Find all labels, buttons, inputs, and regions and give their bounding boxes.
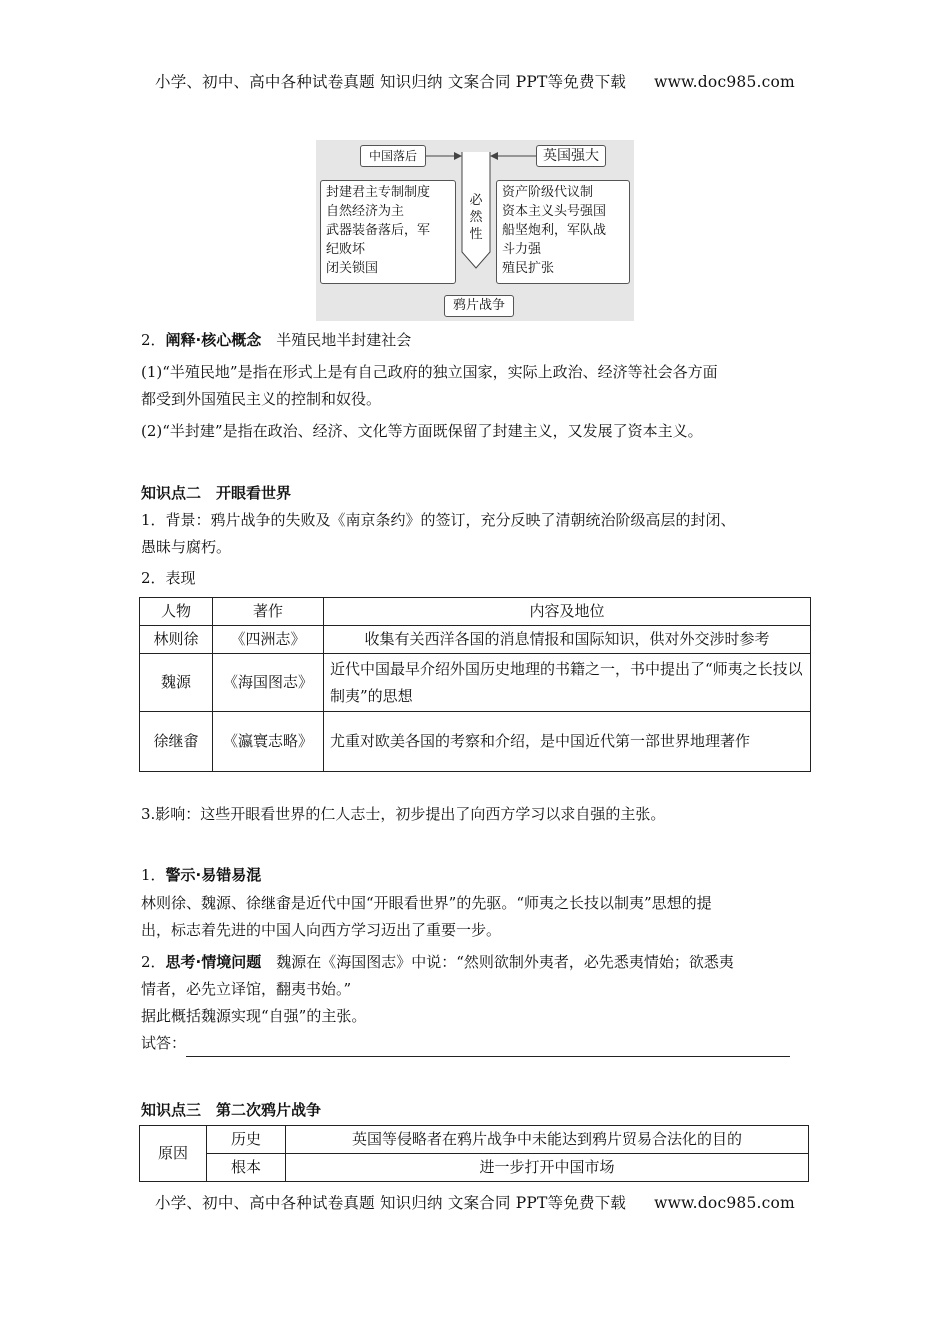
work-cell: 《四洲志》 [213,626,324,654]
center-char: 然 [469,210,483,225]
thinking-line: 据此概括魏源实现“自强”的主张。 [141,1007,367,1025]
header-text: 小学、初中、高中各种试卷真题 知识归纳 文案合同 PPT等免费下载 [155,73,627,91]
concept-paragraph-2: (2)“半封建”是指在政治、经济、文化等方面既保留了封建主义，又发展了资本主义。 [141,422,703,440]
diagram-bottom-result: 鸦片战争 [444,295,514,317]
right-item: 船坚炮利，军队战 [502,223,607,238]
center-char: 必 [469,193,483,208]
work-cell: 《海国图志》 [213,654,324,712]
performance-label: 2．表现 [141,569,196,587]
background-line: 1．背景：鸦片战争的失败及《南京条约》的签订，充分反映了清朝统治阶级高层的封闭、 [141,511,736,529]
causes-table [139,1125,809,1182]
content-cell: 近代中国最早介绍外国历史地理的书籍之一，书中提出了“师夷之长技以制夷”的思想 [324,654,811,712]
diagram-left-title: 中国落后 [360,145,426,167]
table-header: 人物 [140,598,213,626]
table-row [140,1154,809,1182]
diagram-left-box [320,180,456,284]
work-cell: 《瀛寰志略》 [213,712,324,772]
left-item: 封建君主专制制度 [326,185,431,200]
left-arrow-head [454,152,462,160]
impact-paragraph: 3.影响：这些开眼看世界的仁人志士，初步提出了向西方学习以求自强的主张。 [141,805,666,823]
group-cell: 原因 [140,1126,207,1182]
pioneers-table [139,597,811,772]
diagram-right-title: 英国强大 [536,145,606,167]
label-cell: 历史 [207,1126,286,1154]
thinking-paragraph [141,949,813,1057]
warning-heading [141,862,813,889]
thinking-line: 情者，必先立译馆，翻夷书始。” [141,980,352,998]
heading-bold: 思考·情境问题 [165,953,262,971]
thinking-text: 魏源在《海国图志》中说：“然则欲制外夷者，必先悉夷情始；欲悉夷 [276,953,734,971]
content-cell: 尤重对欧美各国的考察和介绍，是中国近代第一部世界地理著作 [324,712,811,772]
right-item: 殖民扩张 [502,261,555,276]
right-item: 资本主义头号强国 [502,204,607,219]
background-line: 愚昧与腐朽。 [141,538,232,556]
person-cell: 魏源 [140,654,213,712]
warning-line: 出，标志着先进的中国人向西方学习迈出了重要一步。 [141,921,502,939]
section-title-2: 知识点二 开眼看世界 [141,484,292,502]
section-title-3: 知识点三 第二次鸦片战争 [141,1101,322,1119]
answer-row [141,1030,813,1057]
content-cell: 收集有关西洋各国的消息情报和国际知识，供对外交涉时参考 [324,626,811,654]
left-item: 自然经济为主 [326,204,405,219]
left-item: 闭关锁国 [326,261,379,276]
center-char: 性 [469,227,483,242]
person-cell: 林则徐 [140,626,213,654]
warning-line: 林则徐、魏源、徐继畬是近代中国“开眼看世界”的先驱。“师夷之长技以制夷”思想的提 [141,894,712,912]
right-arrow-head [490,152,498,160]
concept-line: (1)“半殖民地”是指在形式上是有自己政府的独立国家，实际上政治、经济等社会各方面 [141,363,718,381]
table-header: 著作 [213,598,324,626]
content-cell: 进一步打开中国市场 [286,1154,809,1182]
answer-label: 试答： [141,1034,187,1052]
table-row [140,654,811,712]
heading-text: 半殖民地半封建社会 [276,331,412,349]
background-paragraph [141,507,813,561]
concept-paragraph-1 [141,359,813,413]
answer-input-line[interactable] [186,1040,790,1057]
table-row [140,712,811,772]
left-item: 武器装备落后，军 [326,223,431,238]
right-item: 斗力强 [502,242,542,257]
footer-text: 小学、初中、高中各种试卷真题 知识归纳 文案合同 PPT等免费下载 [155,1194,627,1212]
header-url[interactable]: www.doc985.com [654,73,795,91]
concept-line: 都受到外国殖民主义的控制和奴役。 [141,390,382,408]
left-item: 纪败坏 [326,242,366,257]
page-header [0,70,950,92]
table-header: 内容及地位 [324,598,811,626]
concept-heading [141,327,813,354]
footer-url[interactable]: www.doc985.com [654,1194,795,1212]
table-header-row [140,598,811,626]
heading-bold: 阐释·核心概念 [165,331,262,349]
right-item: 资产阶级代议制 [502,185,594,200]
page-footer [0,1191,950,1213]
cause-diagram [316,140,634,321]
table-row [140,1126,809,1154]
diagram-right-box [496,180,630,284]
content-cell: 英国等侵略者在鸦片战争中未能达到鸦片贸易合法化的目的 [286,1126,809,1154]
heading-number: 2． [141,331,166,349]
label-cell: 根本 [207,1154,286,1182]
person-cell: 徐继畬 [140,712,213,772]
thinking-line [141,949,813,976]
table-row [140,626,811,654]
heading-bold: 警示·易错易混 [165,866,262,884]
warning-paragraph [141,890,813,944]
heading-number: 2． [141,953,166,971]
heading-number: 1． [141,866,166,884]
diagram-center-label [468,192,484,243]
